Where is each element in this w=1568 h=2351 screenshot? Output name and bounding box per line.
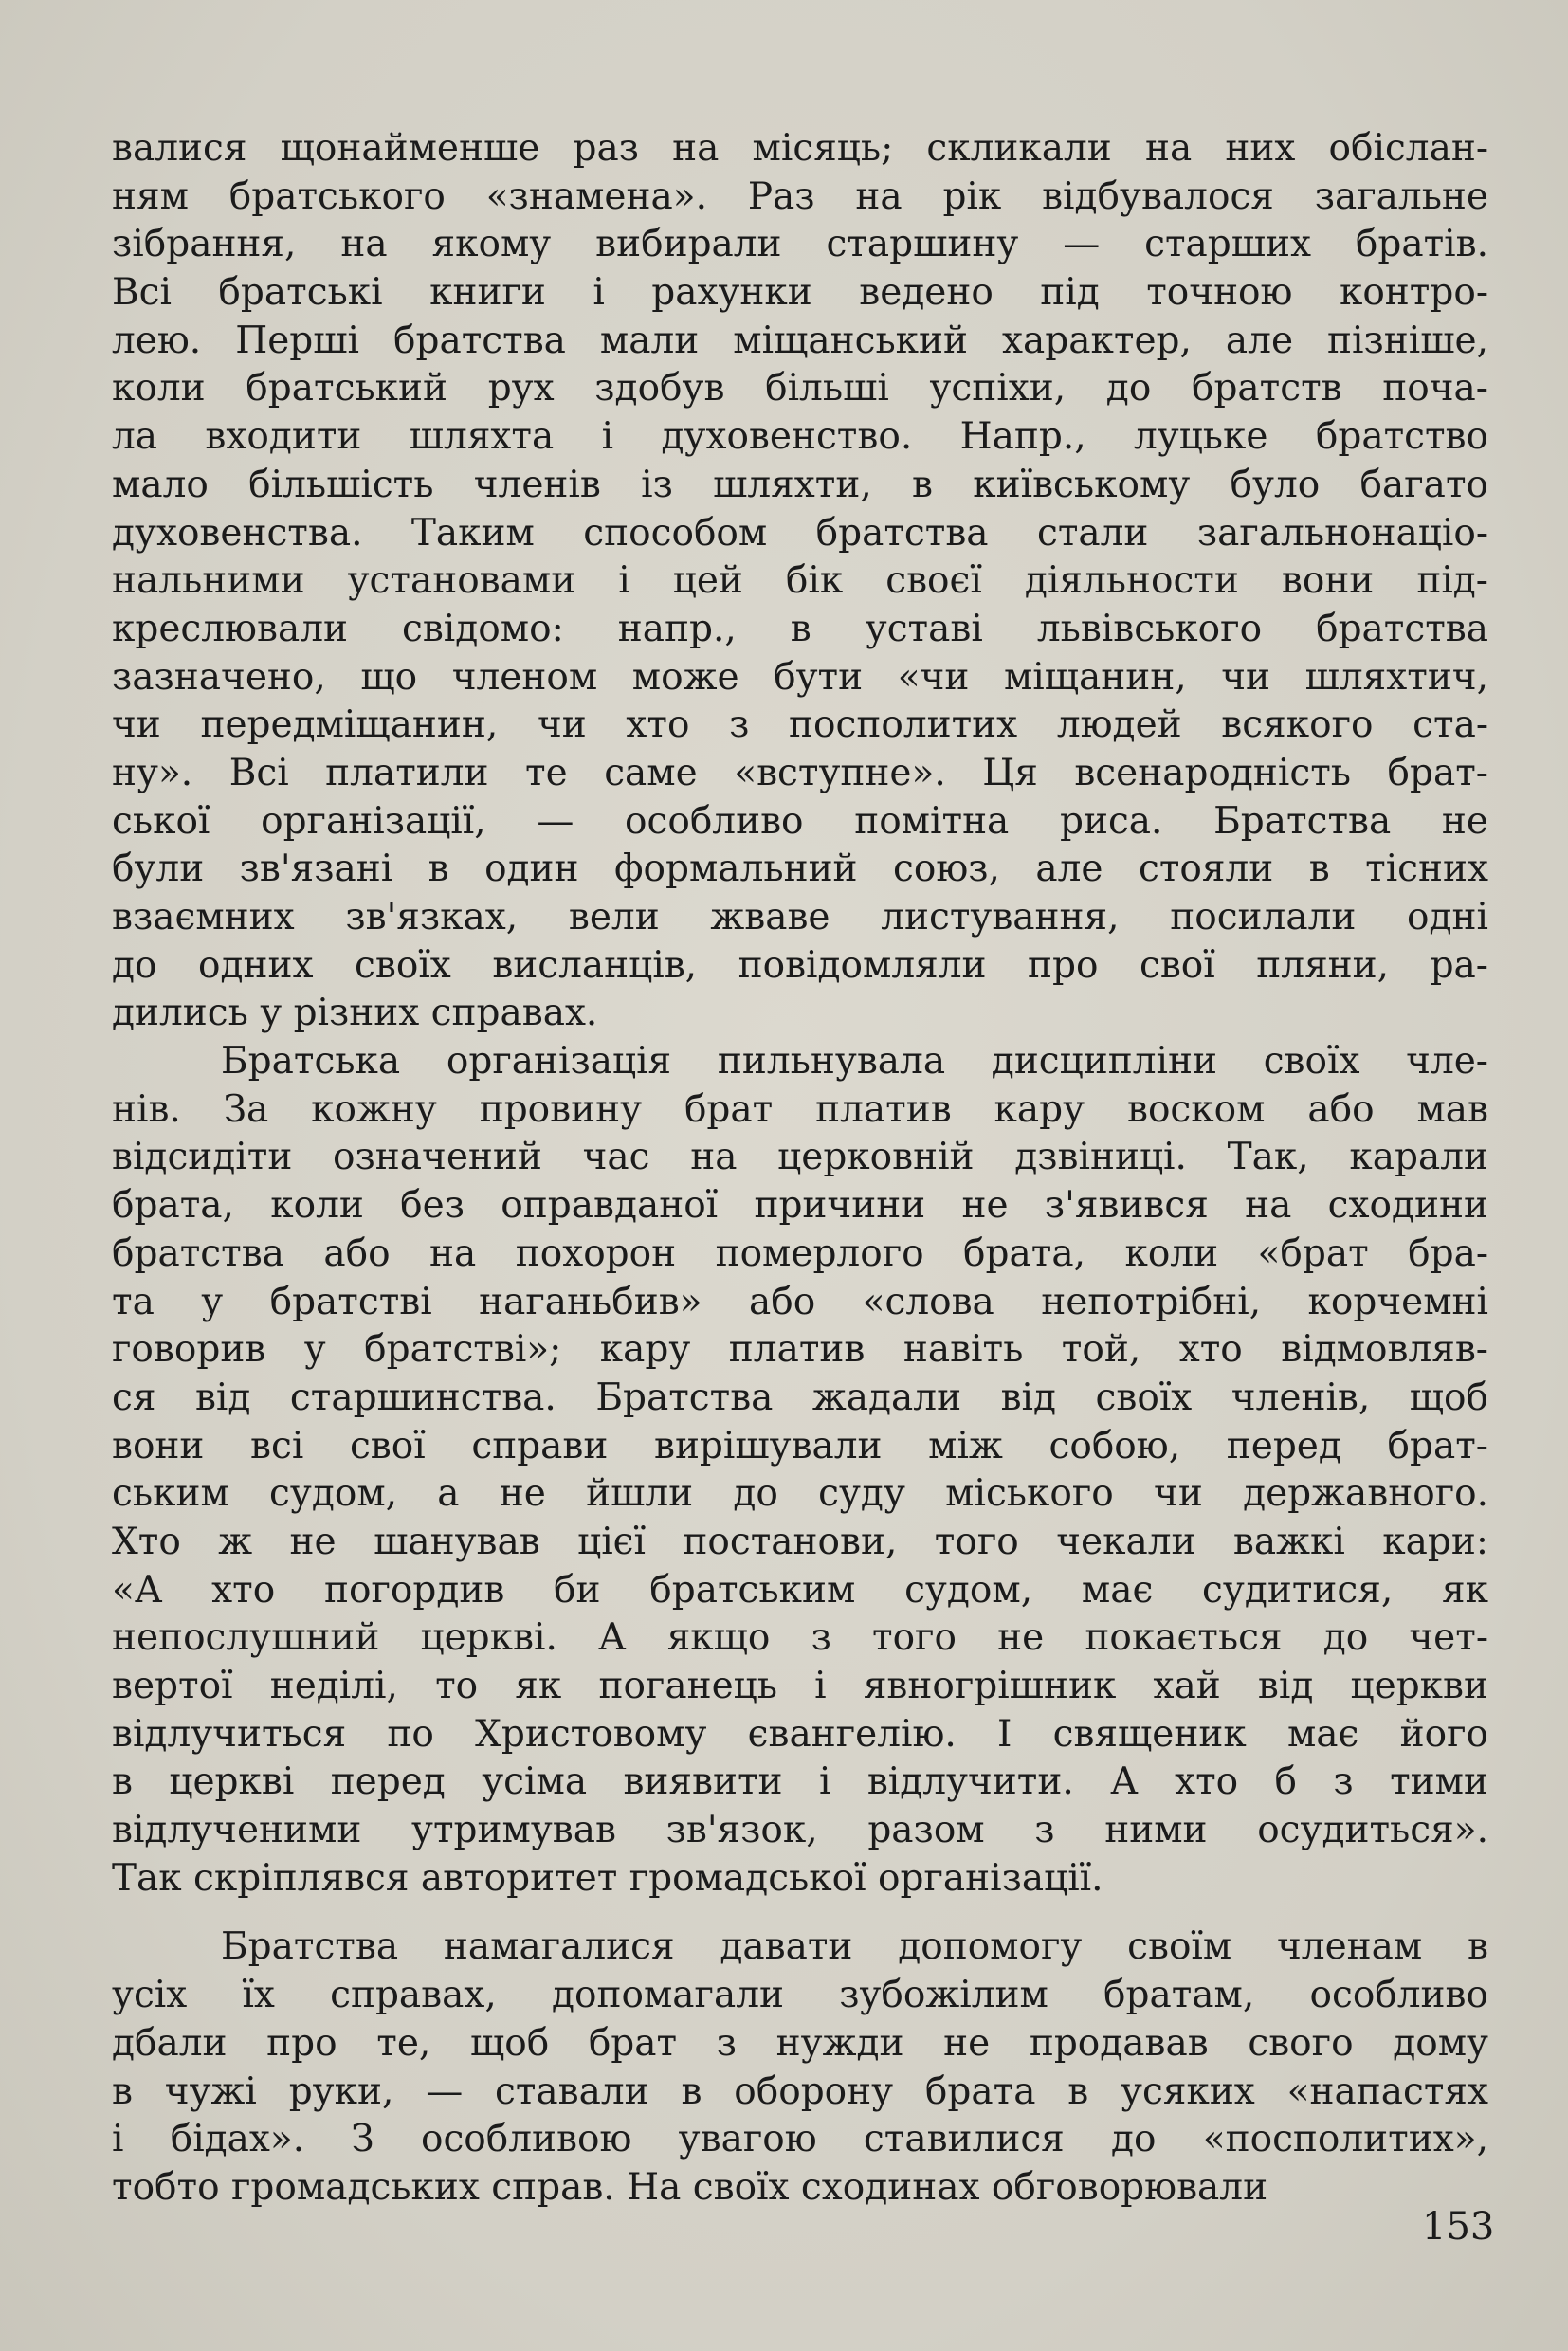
text-line: відсидіти означений час на церковній дзвіниці. Так, карали <box>112 1136 1488 1179</box>
text-line: лею. Перші братства мали міщанський характер, але пізніше, <box>112 319 1488 362</box>
text-line: ну». Всі платили те саме «вступне». Ця всенародність брат- <box>112 751 1488 794</box>
text-line: ським судом, а не йшли до суду міського чи державного. <box>112 1472 1488 1516</box>
text-line: вони всі свої справи вирішували між собою, перед брат- <box>112 1424 1488 1467</box>
text-line: ням братського «знамена». Раз на рік відбувалося загальне <box>112 174 1488 218</box>
text-line: коли братський рух здобув більші успіхи, до братств поча- <box>112 367 1488 410</box>
text-line: валися щонайменше раз на місяць; скликали на них обіслан- <box>112 127 1488 170</box>
text-line: відлучиться по Христовому євангелію. І священик має його <box>112 1712 1488 1756</box>
text-line: говорив у братстві»; кару платив навіть той, хто відмовляв- <box>112 1328 1488 1372</box>
text-line: Всі братські книги і рахунки ведено під точною контро- <box>112 271 1488 315</box>
text-line: Хто ж не шанував цієї постанови, того чекали важкі кари: <box>112 1520 1488 1563</box>
text-line: ся від старшинства. Братства жадали від своїх членів, щоб <box>112 1376 1488 1419</box>
text-line: нальними установами і цей бік своєї діяльности вони під- <box>112 559 1488 603</box>
text-line: креслювали свідомо: напр., в уставі львівського братства <box>112 607 1488 650</box>
text-line: ської організації, — особливо помітна риса. Братства не <box>112 799 1488 843</box>
paragraph <box>112 125 1488 1038</box>
text-line: Братська організація пильнувала дисципліни своїх чле- <box>221 1040 1488 1084</box>
text-line: і бідах». З особливою увагою ставилися до «посполитих», <box>112 2118 1488 2161</box>
text-line: дбали про те, щоб брат з нужди не продавав свого дому <box>112 2021 1488 2065</box>
paragraph-gap <box>112 1903 1488 1923</box>
text-line: чи передміщанин, чи хто з посполитих людей всякого ста- <box>112 703 1488 747</box>
text-line: братства або на похорон померлого брата, коли «брат бра- <box>112 1231 1488 1275</box>
text-line: брата, коли без оправданої причини не з'явився на сходини <box>112 1184 1488 1228</box>
paragraph <box>112 1923 1488 2212</box>
text-line: дились у різних справах. <box>112 992 598 1035</box>
text-line: зібрання, на якому вибирали старшину — старших братів. <box>112 223 1488 266</box>
text-line: в церкві перед усіма виявити і відлучити. А хто б з тими <box>112 1760 1488 1804</box>
text-line: тобто громадських справ. На своїх сходинах обговорювали <box>112 2165 1268 2209</box>
text-line: вертої неділі, то як поганець і явногрішник хай від церкви <box>112 1665 1488 1707</box>
text-line: взаємних зв'язках, вели жваве листування, посилали одні <box>112 896 1488 939</box>
text-line: нів. За кожну провину брат платив кару воском або мав <box>112 1087 1488 1131</box>
text-line: духовенства. Таким способом братства стали загальнонаціо- <box>112 511 1488 555</box>
text-line: Братства намагалися давати допомогу своїм членам в <box>221 1925 1488 1969</box>
text-line: були зв'язані в один формальний союз, але стояли в тісних <box>112 847 1488 891</box>
body-text <box>112 125 1488 2213</box>
text-line: непослушний церкві. А якщо з того не покається до чет- <box>112 1616 1488 1660</box>
text-line: ла входити шляхта і духовенство. Напр., луцьке братство <box>112 415 1488 459</box>
text-line: мало більшість членів із шляхти, в київському було багато <box>112 463 1488 506</box>
page-number: 153 <box>1422 2205 1495 2249</box>
text-line: зазначено, що членом може бути «чи міщанин, чи шляхтич, <box>112 655 1488 699</box>
text-line: до одних своїх висланців, повідомляли про свої пляни, ра- <box>112 943 1488 987</box>
text-line: в чужі руки, — ставали в оборону брата в усяких «напастях <box>112 2069 1488 2113</box>
paragraph <box>112 1038 1488 1903</box>
text-line: Так скріплявся авторитет громадської організації. <box>112 1856 1103 1900</box>
text-line: усіх їх справах, допомагали зубожілим братам, особливо <box>112 1974 1488 2017</box>
text-line: відлученими утримував зв'язок, разом з ними осудиться». <box>112 1809 1488 1852</box>
text-line: та у братстві наганьбив» або «слова непотрібні, корчемні <box>112 1280 1488 1323</box>
text-line: «А хто погордив би братським судом, має судитися, як <box>112 1568 1488 1612</box>
